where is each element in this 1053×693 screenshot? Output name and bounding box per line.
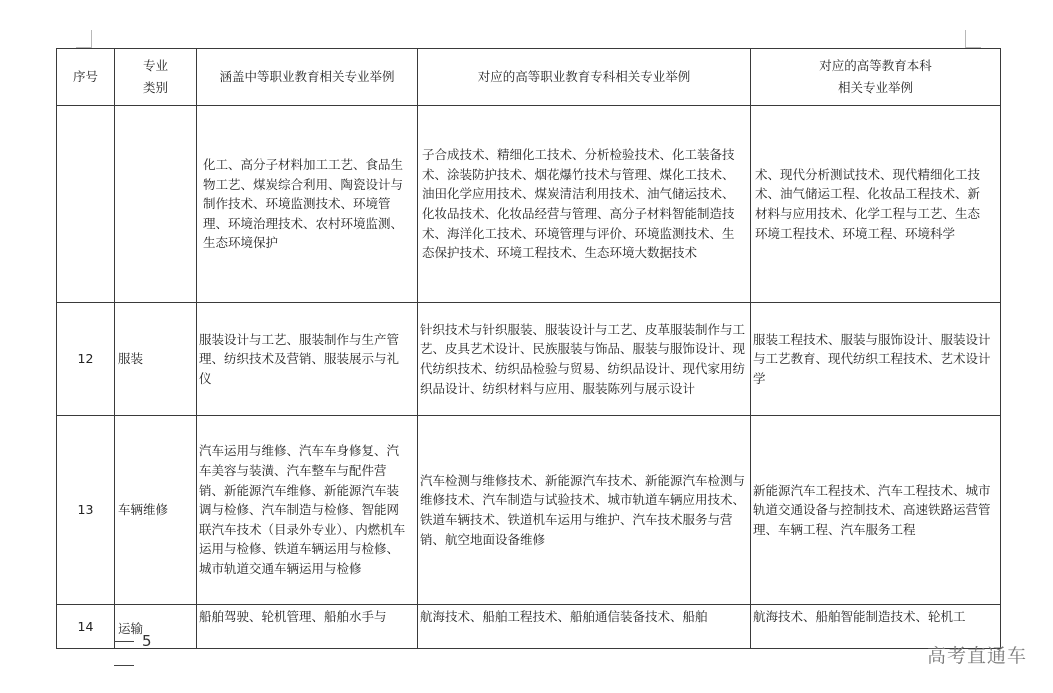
row-higher-vocational-text: 航海技术、船舶工程技术、船舶通信装备技术、船舶 [420,609,708,624]
row-secondary-text: 服装设计与工艺、服装制作与生产管理、纺织技术及营销、服装展示与礼仪 [199,331,400,386]
row-undergraduate-text: 航海技术、船舶智能制造技术、轮机工 [753,609,966,624]
table-rule [114,48,115,649]
page-number-text: 5 [142,632,152,650]
row-no-text: 12 [77,351,94,367]
header-no [57,49,114,105]
header-secondary-text: 涵盖中等职业教育相关专业举例 [219,69,395,84]
table-row-no [57,416,114,604]
header-no-text: 序号 [72,69,98,84]
header-higher-vocational-text: 对应的高等职业教育专科相关专业举例 [477,69,691,84]
table-row-no [57,617,114,639]
header-category-text: 专业 类别 [142,58,168,95]
row-higher-vocational-text: 汽车检测与维修技术、新能源汽车技术、新能源汽车检测与维修技术、汽车制造与试验技术、城市轨道车辆应用技术、铁道车辆技术、铁道机车运用与维护、汽车技术服务与营销、航空地面设备维修 [420,472,746,547]
header-undergraduate-text: 对应的高等教育本科 相关专业举例 [819,58,932,95]
table-rule [196,48,197,649]
table-row-higher-vocational [420,607,748,629]
row-category-text: 运输 [118,621,144,636]
row-category-text: 车辆维修 [118,502,169,518]
header-undergraduate [751,49,1000,105]
table-row-higher-vocational [420,303,746,415]
table-row-higher-vocational [422,106,744,302]
row-category-text: 服装 [118,351,144,367]
watermark-text: 高考直通车 [926,645,1027,667]
row-undergraduate-text: 术、现代分析测试技术、现代精细化工技术、油气储运工程、化妆品工程技术、新材料与应用技术、化学工程与工艺、生态环境工程技术、环境工程、环境科学 [755,166,981,241]
table-row-category [118,619,194,641]
table-row-undergraduate [753,303,993,415]
table-rule [417,48,418,649]
row-no-text: 14 [77,619,94,634]
header-higher-vocational [418,49,750,105]
row-higher-vocational-text: 子合成技术、精细化工技术、分析检验技术、化工装备技术、涂装防护技术、烟花爆竹技术与管理、煤化工技术、油田化学应用技术、煤炭清洁利用技术、油气储运技术、化妆品技术、化妆品经营与管理、高分子材料智能制造技术、海洋化工技术、环境管理与评价、环境监测技术、生态保护技术、环境工程技术、生态环境大数据技术 [422,147,735,261]
table-row-undergraduate [753,416,993,604]
table-row-no [57,303,114,415]
table-row-no [57,106,114,302]
row-secondary-text: 化工、高分子材料加工工艺、食品生物工艺、煤炭综合利用、陶瓷设计与制作技术、环境监测技术、环境管理、环境治理技术、农村环境监测、生态环境保护 [203,157,404,251]
table-row-category [118,416,194,604]
table-row-undergraduate [753,607,999,629]
row-secondary-text: 船舶驾驶、轮机管理、船舶水手与 [199,609,387,624]
table-row-undergraduate [755,106,991,302]
header-secondary [197,49,417,105]
table-row-secondary [199,303,411,415]
table-rule [1000,48,1001,649]
row-higher-vocational-text: 针织技术与针织服装、服装设计与工艺、皮革服装制作与工艺、皮具艺术设计、民族服装与饰品、服装与服饰设计、现代纺织技术、纺织品检验与贸易、纺织品设计、现代家用纺织品设计、纺织材料与应用、服装陈列与展示设计 [420,321,746,396]
table-rule [56,604,1001,605]
row-undergraduate-text: 服装工程技术、服装与服饰设计、服装设计与工艺教育、现代纺织工程技术、艺术设计学 [753,331,991,386]
table-row-secondary [203,106,411,302]
table-row-higher-vocational [420,416,746,604]
table-row-category [118,303,194,415]
row-secondary-text: 汽车运用与维修、汽车车身修复、汽车美容与装潢、汽车整车与配件营销、新能源汽车维修、新能源汽车装调与检修、汽车制造与检修、智能网联汽车技术（目录外专业）、内燃机车运用与检修、铁道车辆运用与检修、城市轨道交通车辆运用与检修 [199,443,406,576]
table-rule [750,48,751,649]
table-rule [56,648,1001,649]
page-number-dash [114,665,134,666]
table-row-secondary [199,416,411,604]
page-number-dash [114,641,134,642]
table-row-secondary [199,607,415,629]
row-no-text: 13 [77,502,94,518]
table-row-category [118,106,194,302]
header-category [115,49,196,105]
row-undergraduate-text: 新能源汽车工程技术、汽车工程技术、城市轨道交通设备与控制技术、高速铁路运营管理、车辆工程、汽车服务工程 [753,482,991,537]
